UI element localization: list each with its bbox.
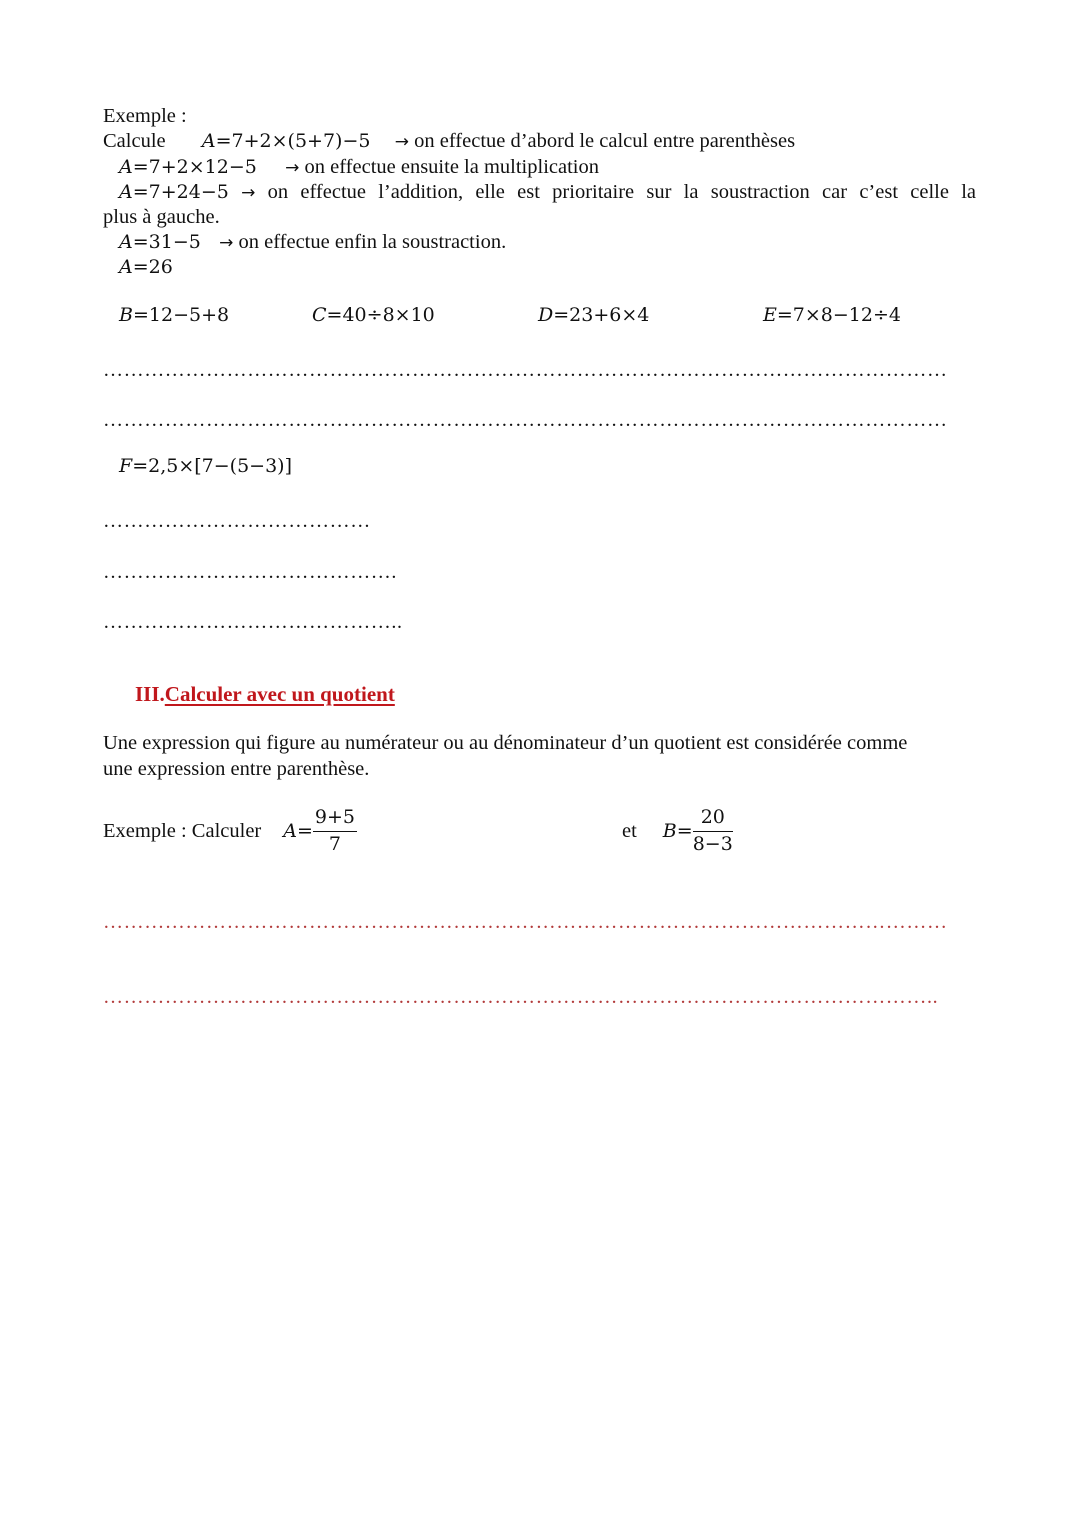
section-heading [135,684,395,705]
calc-label: Calcule [103,130,166,152]
step-3-note: on effectue l’addition, elle est prioritaire sur la soustraction car c’est celle la [267,181,976,203]
step-2-note: on effectue ensuite la multiplication [304,156,599,178]
exercise-b: B=12−5+8 [119,304,230,326]
example-step-4 [119,232,506,253]
and-label: et [622,819,637,842]
example-step-3 [119,182,976,203]
step-3-note-continued: plus à gauche. [103,206,220,228]
example-title: Exemple : [103,105,187,127]
answer-line[interactable]: …………………………………………………………………………………………………………… [103,360,948,380]
arrow-icon: → [241,183,256,203]
section-body-line-2: une expression entre parenthèse. [103,758,370,780]
example-step-2 [119,157,599,178]
answer-line-red[interactable]: ………………………………………………………………………………………………………….. [103,987,939,1007]
step-4-note: on effectue enfin la soustraction. [238,231,507,253]
example-result [119,257,173,278]
fraction-a-lhs: A= [283,819,313,842]
section-title: Calculer avec un quotient [164,682,395,706]
exercise-d: D=23+6×4 [538,304,650,326]
step-2-expression: A=7+2×12−5 [119,156,257,178]
section-number: III. [135,682,165,706]
fraction-a [313,807,357,856]
fraction-b-denominator: 8−3 [692,832,733,855]
arrow-icon: → [394,132,409,152]
answer-line[interactable]: …………………………………………………………………………………………………………… [103,410,948,430]
step-4-expression: A=31−5 [119,231,201,253]
fraction-b-numerator: 20 [693,807,733,832]
result-expression: A=26 [119,256,173,278]
step-3-expression: A=7+24−5 [119,181,229,203]
exercise-e: E=7×8−12÷4 [763,304,901,326]
fraction-a-denominator: 7 [328,832,341,855]
step-1-expression: A=7+2×(5+7)−5 [201,130,371,152]
example-label: Exemple : Calculer [103,819,262,842]
quotient-example-b [622,806,733,856]
fraction-b-lhs: B= [662,819,693,842]
section-body-line-1: Une expression qui figure au numérateur ou au dénominateur d’un quotient est considérée comme [103,732,908,754]
arrow-icon: → [285,158,300,178]
answer-line[interactable]: ……………………………………. [103,562,397,582]
quotient-example [103,806,357,856]
exercise-c: C=40÷8×10 [312,304,435,326]
answer-line-red[interactable]: …………………………………………………………………………………………………………… [103,912,948,932]
step-1-note: on effectue d’abord le calcul entre parenthèses [414,130,796,152]
answer-line[interactable]: ………………………………… [103,511,371,531]
fraction-a-numerator: 9+5 [313,807,357,832]
fraction-b [693,807,733,856]
answer-line[interactable]: …………………………………….. [103,612,403,632]
example-step-1 [103,131,795,152]
exercise-f: F=2,5×[7−(5−3)] [119,455,292,477]
arrow-icon: → [219,233,234,253]
